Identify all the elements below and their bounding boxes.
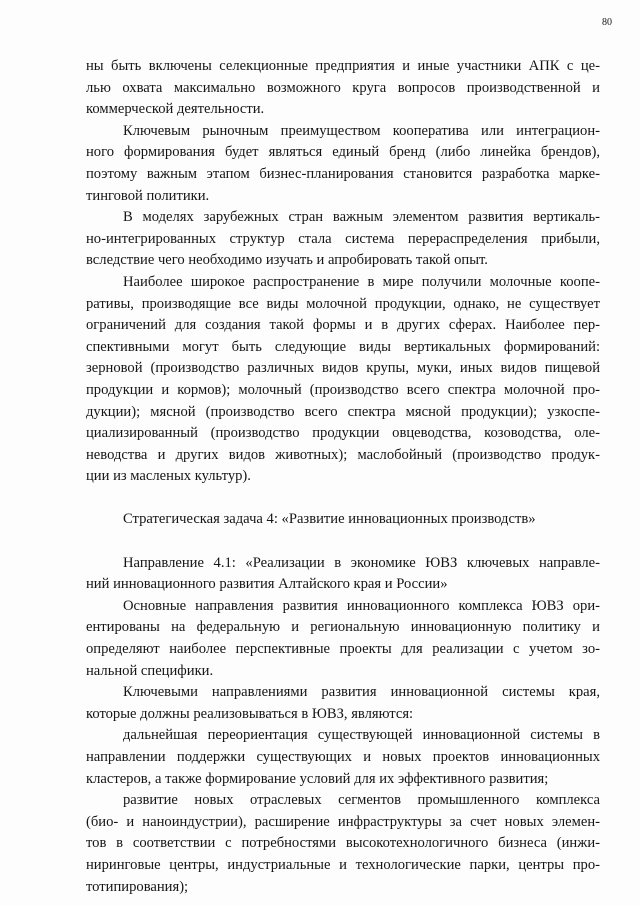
text-line: направлении поддержки существующих и новых проектов инновационных	[86, 749, 600, 765]
text-line: дальнейшая переориентация существующей инновационной системы в	[123, 727, 600, 744]
text-line: нальной специфики.	[86, 662, 214, 679]
text-line: ции из масленых культур).	[86, 468, 251, 485]
text-line: ний инновационного развития Алтайского края и России»	[86, 576, 448, 593]
text-line: ниринговые центры, индустриальные и технологические парки, центры про-	[86, 856, 600, 873]
blank-line	[86, 488, 600, 510]
text-line: лью охвата максимально возможного круга вопросов производственной и	[86, 79, 600, 96]
text-line: определяют наиболее перспективные проекты для реализации с учетом зо-	[86, 641, 600, 658]
text-line: вследствие чего необходимо изучать и апробировать такой опыт.	[86, 252, 488, 269]
text-line: спективными могут быть следующие виды вертикальных формирований:	[86, 338, 600, 355]
blank-line	[86, 531, 600, 553]
text-line: Основные направления развития инновационного комплекса ЮВЗ ори-	[123, 597, 600, 614]
text-line: кластеров, а также формирование условий для их эффективного развития;	[86, 770, 549, 787]
text-line: зерновой (производство различных видов крупы, муки, иных видов пищевой	[86, 360, 600, 377]
text-line: развитие новых отраслевых сегментов промышленного комплекса	[123, 792, 600, 809]
text-line: тинговой политики.	[86, 187, 210, 204]
page-number: 80	[602, 17, 612, 28]
text-line: циализированный (производство продукции овцеводства, козоводства, оле-	[86, 425, 600, 442]
text-line: ны быть включены селекционные предприятия и иные участники АПК с це-	[86, 58, 600, 74]
text-line: но-интегрированных структур стала система перераспределения прибыли,	[86, 230, 600, 247]
text-line: (био- и наноиндустрии), расширение инфраструктуры за счет новых элемен-	[86, 813, 600, 830]
text-line: тов в соответствии с потребностями высокотехнологичного бизнеса (инжи-	[86, 835, 600, 852]
text-line: которые должны реализовываться в ЮВЗ, являются:	[86, 705, 414, 722]
body-text	[86, 56, 600, 898]
text-line: тотипирования);	[86, 878, 189, 895]
text-line: поэтому важным этапом бизнес-планирования становится разработка марке-	[86, 165, 600, 182]
text-line: ентированы на федеральную и региональную инновационную политику и	[86, 619, 600, 636]
text-line: ративы, производящие все виды молочной продукции, однако, не существует	[86, 295, 600, 312]
text-line: Направление 4.1: «Реализации в экономике ЮВЗ ключевых направле-	[123, 554, 600, 571]
text-line: В моделях зарубежных стран важным элементом развития вертикаль-	[123, 209, 600, 226]
text-line: Наиболее широкое распространение в мире получили молочные коопе-	[123, 273, 600, 290]
text-line: Ключевым рыночным преимуществом кооператива или интеграцион-	[123, 122, 600, 139]
text-line: дукции); мясной (производство всего спектра мясной продукции); узкоспе-	[86, 403, 600, 420]
text-line: неводства и других видов животных); маслобойный (производство продук-	[86, 446, 600, 463]
text-line: продукции и кормов); молочный (производство всего спектра молочной про-	[86, 381, 600, 398]
text-line: ного формирования будет являться единый бренд (либо линейка брендов),	[86, 144, 600, 161]
text-line: коммерческой деятельности.	[86, 101, 265, 118]
text-line: Стратегическая задача 4: «Развитие инновационных производств»	[123, 511, 536, 528]
text-line: ограничений для создания такой формы и в других сферах. Наиболее пер-	[86, 317, 600, 334]
text-line: Ключевыми направлениями развития инновационной системы края,	[123, 684, 600, 701]
